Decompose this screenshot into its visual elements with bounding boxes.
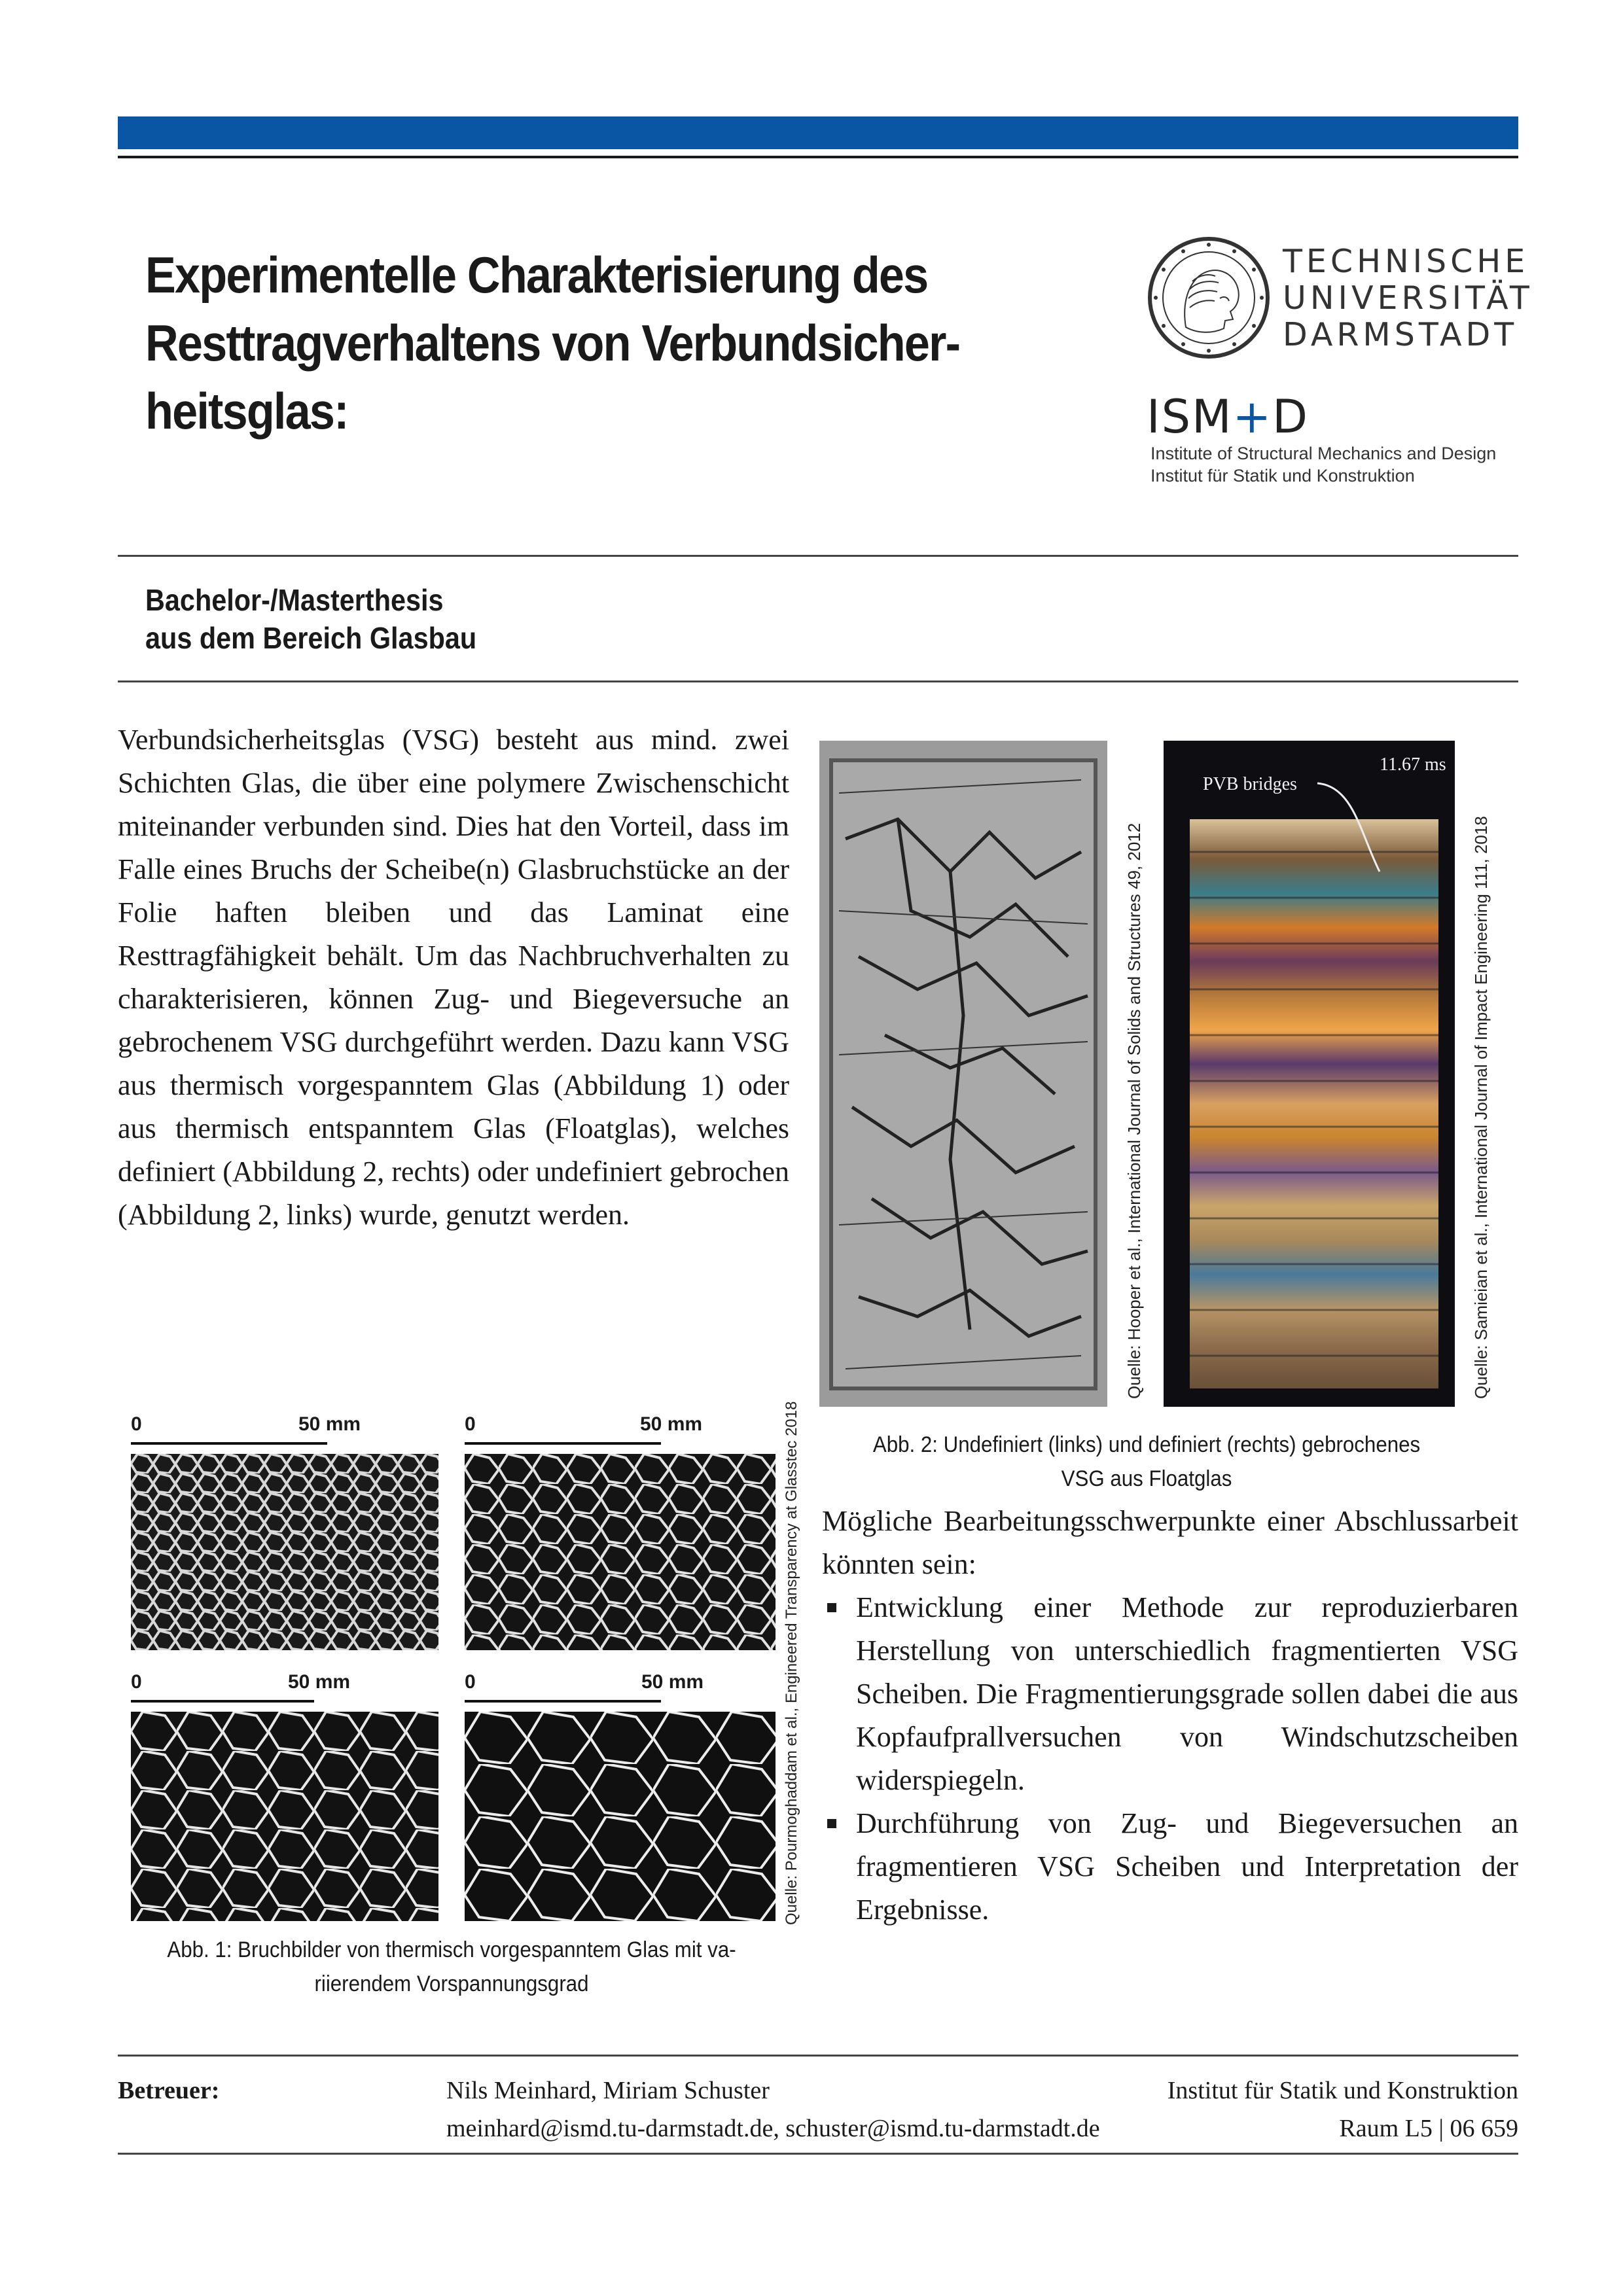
tud-line: DARMSTADT (1283, 316, 1518, 353)
section-rule (118, 555, 1518, 557)
time-label: 11.67 ms (1380, 754, 1446, 775)
list-item-text: Durchführung von Zug- und Biegeversuchen an fragmentieren VSG Scheiben und Interpretation der Ergebnisse. (856, 1807, 1518, 1926)
undefined-fracture-photo (819, 741, 1107, 1407)
supervisor-names: Nils Meinhard, Miriam Schuster (446, 2077, 770, 2104)
scale-zero: 0 (131, 1413, 142, 1435)
scale-zero: 0 (465, 1671, 476, 1693)
figure-1-caption (156, 1933, 747, 2001)
tud-line: UNIVERSITÄT (1283, 279, 1533, 317)
header-rule (118, 156, 1518, 158)
tud-seal-logo (1147, 236, 1271, 360)
supervisor-label: Betreuer: (118, 2077, 220, 2104)
intro-paragraph: Verbundsicherheitsglas (VSG) besteht aus mind. zwei Schichten Glas, die über eine polymere Zwischenschicht miteinander verbunden sind. Dies hat den Vorteil, dass im Falle eines Bruchs der Scheibe(n) Glasbruchstücke an der Folie haften bleiben und das Laminat eine Resttragfähigkeit behält. Um das Nachbruchverhalten zu charakterisieren, können Zug- und Biegeversuche an gebrochenem VSG durchgeführt werden. Dazu kann VSG aus thermisch vorgespanntem Glas (Abbildung 1) oder aus thermisch entspanntem Glas (Floatglas), welches definiert (Abbildung 2, rechts) oder undefiniert gebrochen (Abbildung 2, links) wurde, genutzt werden. (118, 724, 789, 1231)
caption-line: riierendem Vorspannungsgrad (314, 1971, 589, 1996)
title-line: heitsglas: (145, 382, 348, 440)
ismd-sub-line: Institute of Structural Mechanics and Design (1150, 444, 1497, 463)
ismd-institute-names (1150, 442, 1496, 487)
scale-bar (465, 1671, 772, 1710)
scale-label: 50 mm (641, 1671, 704, 1693)
title-line: Experimentelle Charakterisierung des (145, 246, 928, 304)
bullet-icon (827, 1819, 836, 1828)
focus-list (822, 1586, 1518, 1932)
source-credit: Quelle: Samieian et al., International Journal of Impact Engineering 111, 2018 (1471, 816, 1491, 1399)
fragmentation-photo-medium (465, 1454, 776, 1650)
title-line: Resttragverhaltens von Verbundsicher- (145, 314, 960, 372)
scale-zero: 0 (131, 1671, 142, 1693)
caption-line: VSG aus Floatglas (1061, 1466, 1232, 1491)
header-accent-bar (118, 116, 1518, 149)
scale-line (465, 1442, 661, 1445)
ismd-logo (1147, 390, 1309, 444)
fragmentation-photo-coarse (131, 1712, 438, 1921)
focus-intro: Mögliche Bearbeitungsschwerpunkte einer Abschlussarbeit könnten sein: (822, 1505, 1518, 1580)
figure-2-caption (846, 1428, 1448, 1496)
ismd-sub-line: Institut für Statik und Konstruktion (1150, 466, 1415, 486)
scale-line (131, 1700, 314, 1703)
fragmentation-photo-fine (131, 1454, 438, 1650)
bullet-icon (827, 1603, 836, 1612)
footer-rule (118, 2055, 1518, 2057)
scale-label: 50 mm (640, 1413, 703, 1435)
fragmentation-photo-very-coarse (465, 1712, 776, 1921)
ismd-right: D (1272, 390, 1310, 444)
scale-bar (465, 1413, 772, 1453)
defined-fracture-photo (1164, 741, 1455, 1407)
room-number: Raum L5 | 06 659 (1339, 2115, 1518, 2142)
tud-line: TECHNISCHE (1283, 243, 1529, 280)
footer-rule (118, 2153, 1518, 2155)
caption-line: Abb. 1: Bruchbilder von thermisch vorgespanntem Glas mit va- (167, 1937, 736, 1962)
tud-wordmark (1283, 243, 1533, 353)
subtitle-line: aus dem Bereich Glasbau (145, 621, 477, 655)
subtitle-line: Bachelor-/Masterthesis (145, 583, 444, 617)
scale-zero: 0 (465, 1413, 476, 1435)
pvb-bridges-label: PVB bridges (1203, 774, 1297, 794)
scale-label: 50 mm (298, 1413, 361, 1435)
focus-section (822, 1500, 1518, 1932)
scale-label: 50 mm (288, 1671, 351, 1693)
source-credit: Quelle: Pourmoghaddam et al., Engineered Transparency at Glasstec 2018 (783, 1401, 800, 1925)
thesis-type (145, 581, 476, 657)
list-item (822, 1802, 1518, 1932)
institute-name: Institut für Statik und Konstruktion (1167, 2077, 1518, 2104)
section-rule (118, 680, 1518, 682)
list-item (822, 1586, 1518, 1802)
source-credit: Quelle: Hooper et al., International Journal of Solids and Structures 49, 2012 (1124, 822, 1144, 1399)
ismd-plus: + (1232, 390, 1273, 444)
ismd-left: ISM (1147, 390, 1233, 444)
supervisor-emails[interactable]: meinhard@ismd.tu-darmstadt.de, schuster@ismd.tu-darmstadt.de (446, 2115, 1100, 2142)
scale-line (465, 1700, 661, 1703)
scale-bar (131, 1671, 438, 1710)
scale-bar (131, 1413, 438, 1453)
scale-line (131, 1442, 327, 1445)
list-item-text: Entwicklung einer Methode zur reproduzierbaren Herstellung von unterschiedlich fragmentierten VSG Scheiben. Die Fragmentierungsgrade sollen dabei die aus Kopfaufprallversuchen von Windschutzscheiben widerspiegeln. (856, 1591, 1518, 1796)
page-title (145, 241, 970, 445)
caption-line: Abb. 2: Undefiniert (links) und definiert (rechts) gebrochenes (872, 1432, 1421, 1457)
